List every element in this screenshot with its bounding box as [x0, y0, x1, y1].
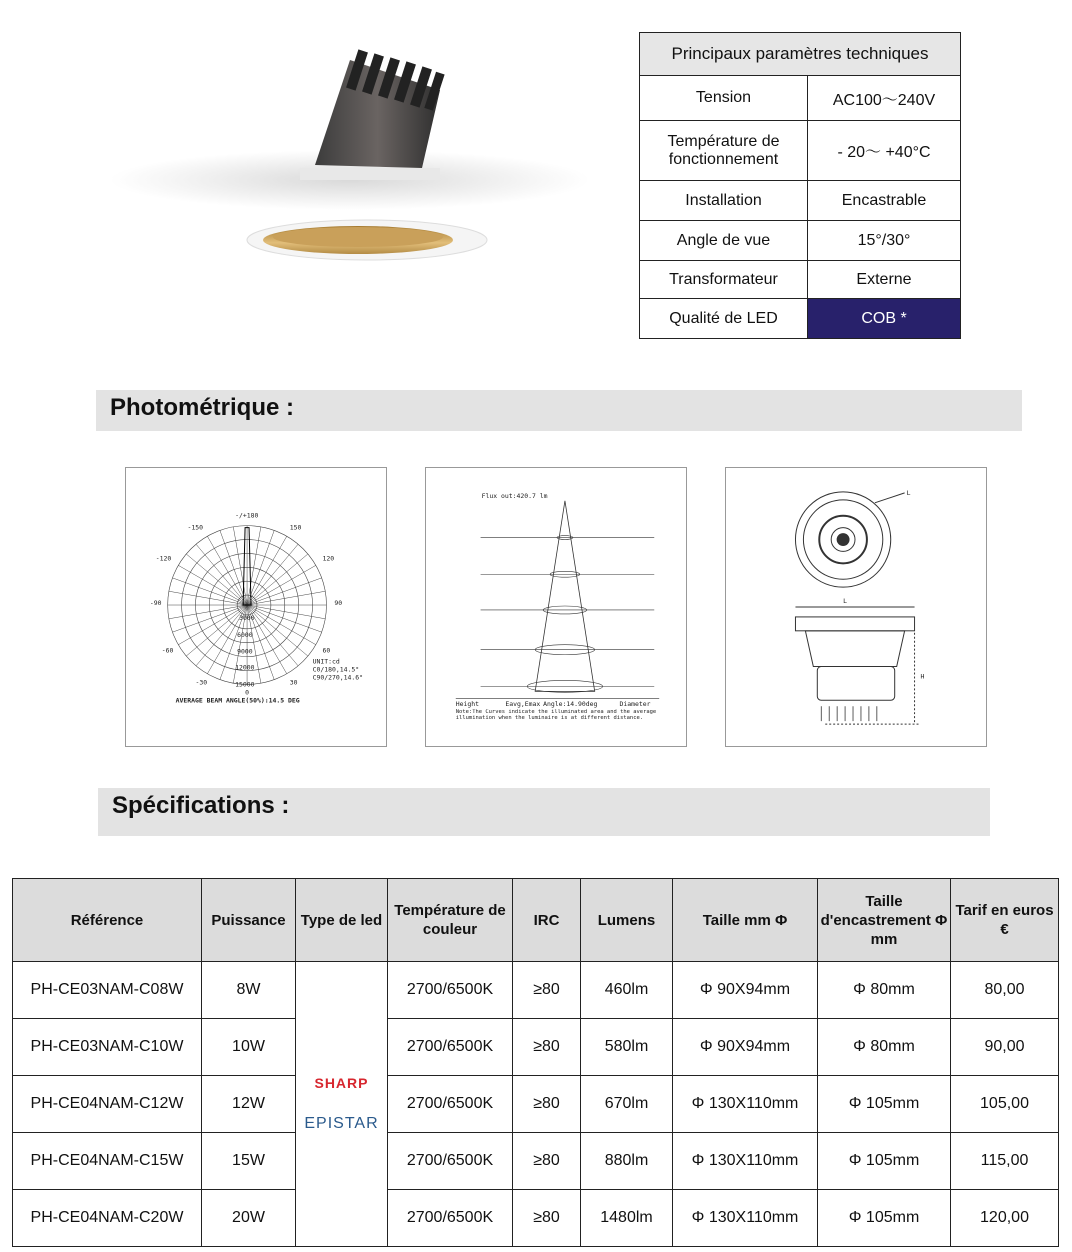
- col-header: Taille d'encastrement Φ mm: [818, 879, 951, 962]
- cell-lumens: 880lm: [581, 1133, 673, 1190]
- cone-footer: Height: [455, 700, 480, 709]
- polar-ring: 9000: [237, 647, 253, 656]
- col-header: Taille mm Φ: [673, 879, 818, 962]
- param-label: Transformateur: [640, 261, 808, 299]
- cell-lumens: 1480lm: [581, 1190, 673, 1247]
- param-value: 15°/30°: [808, 221, 961, 261]
- col-header: Type de led: [296, 879, 388, 962]
- polar-c90: C90/270,14.6°: [312, 673, 363, 682]
- cell-size: Φ 130X110mm: [673, 1076, 818, 1133]
- led-brands: [296, 962, 388, 1247]
- cell-temp: 2700/6500K: [388, 962, 513, 1019]
- dim-l-mid: L: [843, 597, 847, 606]
- cell-price: 105,00: [951, 1076, 1059, 1133]
- polar-angle: 0: [245, 688, 249, 697]
- cell-price: 115,00: [951, 1133, 1059, 1190]
- param-value: AC100〜240V: [808, 76, 961, 121]
- cell-lumens: 670lm: [581, 1076, 673, 1133]
- polar-angle: -60: [161, 646, 174, 655]
- col-header: IRC: [513, 879, 581, 962]
- polar-ring: 3000: [239, 613, 255, 622]
- param-label: Installation: [640, 181, 808, 221]
- cell-cut: Φ 105mm: [818, 1133, 951, 1190]
- params-title: Principaux paramètres techniques: [640, 33, 961, 76]
- polar-angle: 120: [322, 554, 335, 563]
- cell-irc: ≥80: [513, 1076, 581, 1133]
- cell-price: 80,00: [951, 962, 1059, 1019]
- cone-note: Note:The Curves indicate the illuminated area and the average illumination when the luminaire is at different distance.: [455, 709, 657, 722]
- section-title-specs: Spécifications :: [98, 788, 990, 836]
- col-header: Température de couleur: [388, 879, 513, 962]
- cell-irc: ≥80: [513, 1190, 581, 1247]
- section-title-photometric: Photométrique :: [96, 390, 1022, 431]
- cell-cut: Φ 105mm: [818, 1190, 951, 1247]
- cell-price: 120,00: [951, 1190, 1059, 1247]
- table-row: [13, 1133, 1059, 1190]
- cell-ref: PH-CE03NAM-C10W: [13, 1019, 202, 1076]
- cell-ref: PH-CE04NAM-C12W: [13, 1076, 202, 1133]
- col-header: Tarif en euros €: [951, 879, 1059, 962]
- param-label: Angle de vue: [640, 221, 808, 261]
- table-row: [13, 1019, 1059, 1076]
- cell-irc: ≥80: [513, 1133, 581, 1190]
- param-value: Externe: [808, 261, 961, 299]
- table-row: [13, 1190, 1059, 1247]
- cell-ref: PH-CE04NAM-C20W: [13, 1190, 202, 1247]
- cell-ref: PH-CE04NAM-C15W: [13, 1133, 202, 1190]
- polar-angle: 90: [334, 599, 343, 608]
- cone-diagram: [425, 467, 687, 747]
- table-row: [13, 1076, 1059, 1133]
- polar-angle: 150: [289, 523, 302, 532]
- cell-irc: ≥80: [513, 962, 581, 1019]
- param-value: - 20〜 +40°C: [808, 121, 961, 181]
- param-value: Encastrable: [808, 181, 961, 221]
- cell-temp: 2700/6500K: [388, 1133, 513, 1190]
- polar-angle: -120: [155, 554, 172, 563]
- cone-footer: Eavg,Emax: [505, 700, 541, 709]
- technical-parameters-table: [639, 32, 961, 339]
- sharp-logo: SHARP: [314, 1075, 369, 1091]
- dim-l-top: L: [906, 488, 911, 497]
- polar-angle: 60: [322, 646, 331, 655]
- cell-power: 15W: [202, 1133, 296, 1190]
- col-header: Référence: [13, 879, 202, 962]
- polar-footer: AVERAGE BEAM ANGLE(50%):14.5 DEG: [175, 696, 300, 705]
- polar-ring: 6000: [237, 630, 253, 639]
- dim-h: H: [920, 672, 925, 681]
- polar-ring: 12000: [235, 663, 255, 672]
- polar-angle: -150: [187, 523, 204, 532]
- cell-power: 12W: [202, 1076, 296, 1133]
- polar-angle: -30: [195, 678, 208, 687]
- cell-cut: Φ 105mm: [818, 1076, 951, 1133]
- specifications-table: [12, 878, 1059, 1247]
- polar-diagram: [125, 467, 387, 747]
- cell-irc: ≥80: [513, 1019, 581, 1076]
- polar-c0: C0/180,14.5°: [312, 665, 360, 674]
- cone-footer: Angle:14.90deg: [543, 700, 598, 709]
- cell-power: 20W: [202, 1190, 296, 1247]
- polar-angle: 30: [289, 678, 298, 687]
- dimension-drawing: [725, 467, 987, 747]
- param-label: Température de fonctionnement: [640, 121, 808, 181]
- cell-size: Φ 130X110mm: [673, 1133, 818, 1190]
- cone-footer: Diameter: [619, 700, 651, 709]
- cell-lumens: 460lm: [581, 962, 673, 1019]
- cell-size: Φ 130X110mm: [673, 1190, 818, 1247]
- cell-size: Φ 90X94mm: [673, 962, 818, 1019]
- col-header: Puissance: [202, 879, 296, 962]
- param-label: Qualité de LED: [640, 299, 808, 339]
- cell-ref: PH-CE03NAM-C08W: [13, 962, 202, 1019]
- cell-cut: Φ 80mm: [818, 962, 951, 1019]
- cell-temp: 2700/6500K: [388, 1019, 513, 1076]
- cell-temp: 2700/6500K: [388, 1076, 513, 1133]
- cell-power: 10W: [202, 1019, 296, 1076]
- param-label: Tension: [640, 76, 808, 121]
- table-row: [13, 962, 1059, 1019]
- cell-power: 8W: [202, 962, 296, 1019]
- led-quality-value: COB *: [808, 299, 961, 339]
- polar-ring: 15000: [235, 680, 255, 689]
- product-image: [100, 40, 600, 340]
- cell-price: 90,00: [951, 1019, 1059, 1076]
- polar-angle: -90: [149, 599, 162, 608]
- cell-lumens: 580lm: [581, 1019, 673, 1076]
- polar-top-label: -/+180: [235, 511, 259, 520]
- cell-cut: Φ 80mm: [818, 1019, 951, 1076]
- epistar-logo: EPISTAR: [304, 1115, 379, 1132]
- cone-header: Flux out:420.7 lm: [481, 491, 548, 500]
- cell-size: Φ 90X94mm: [673, 1019, 818, 1076]
- cell-temp: 2700/6500K: [388, 1190, 513, 1247]
- col-header: Lumens: [581, 879, 673, 962]
- polar-unit: UNIT:cd: [312, 657, 340, 666]
